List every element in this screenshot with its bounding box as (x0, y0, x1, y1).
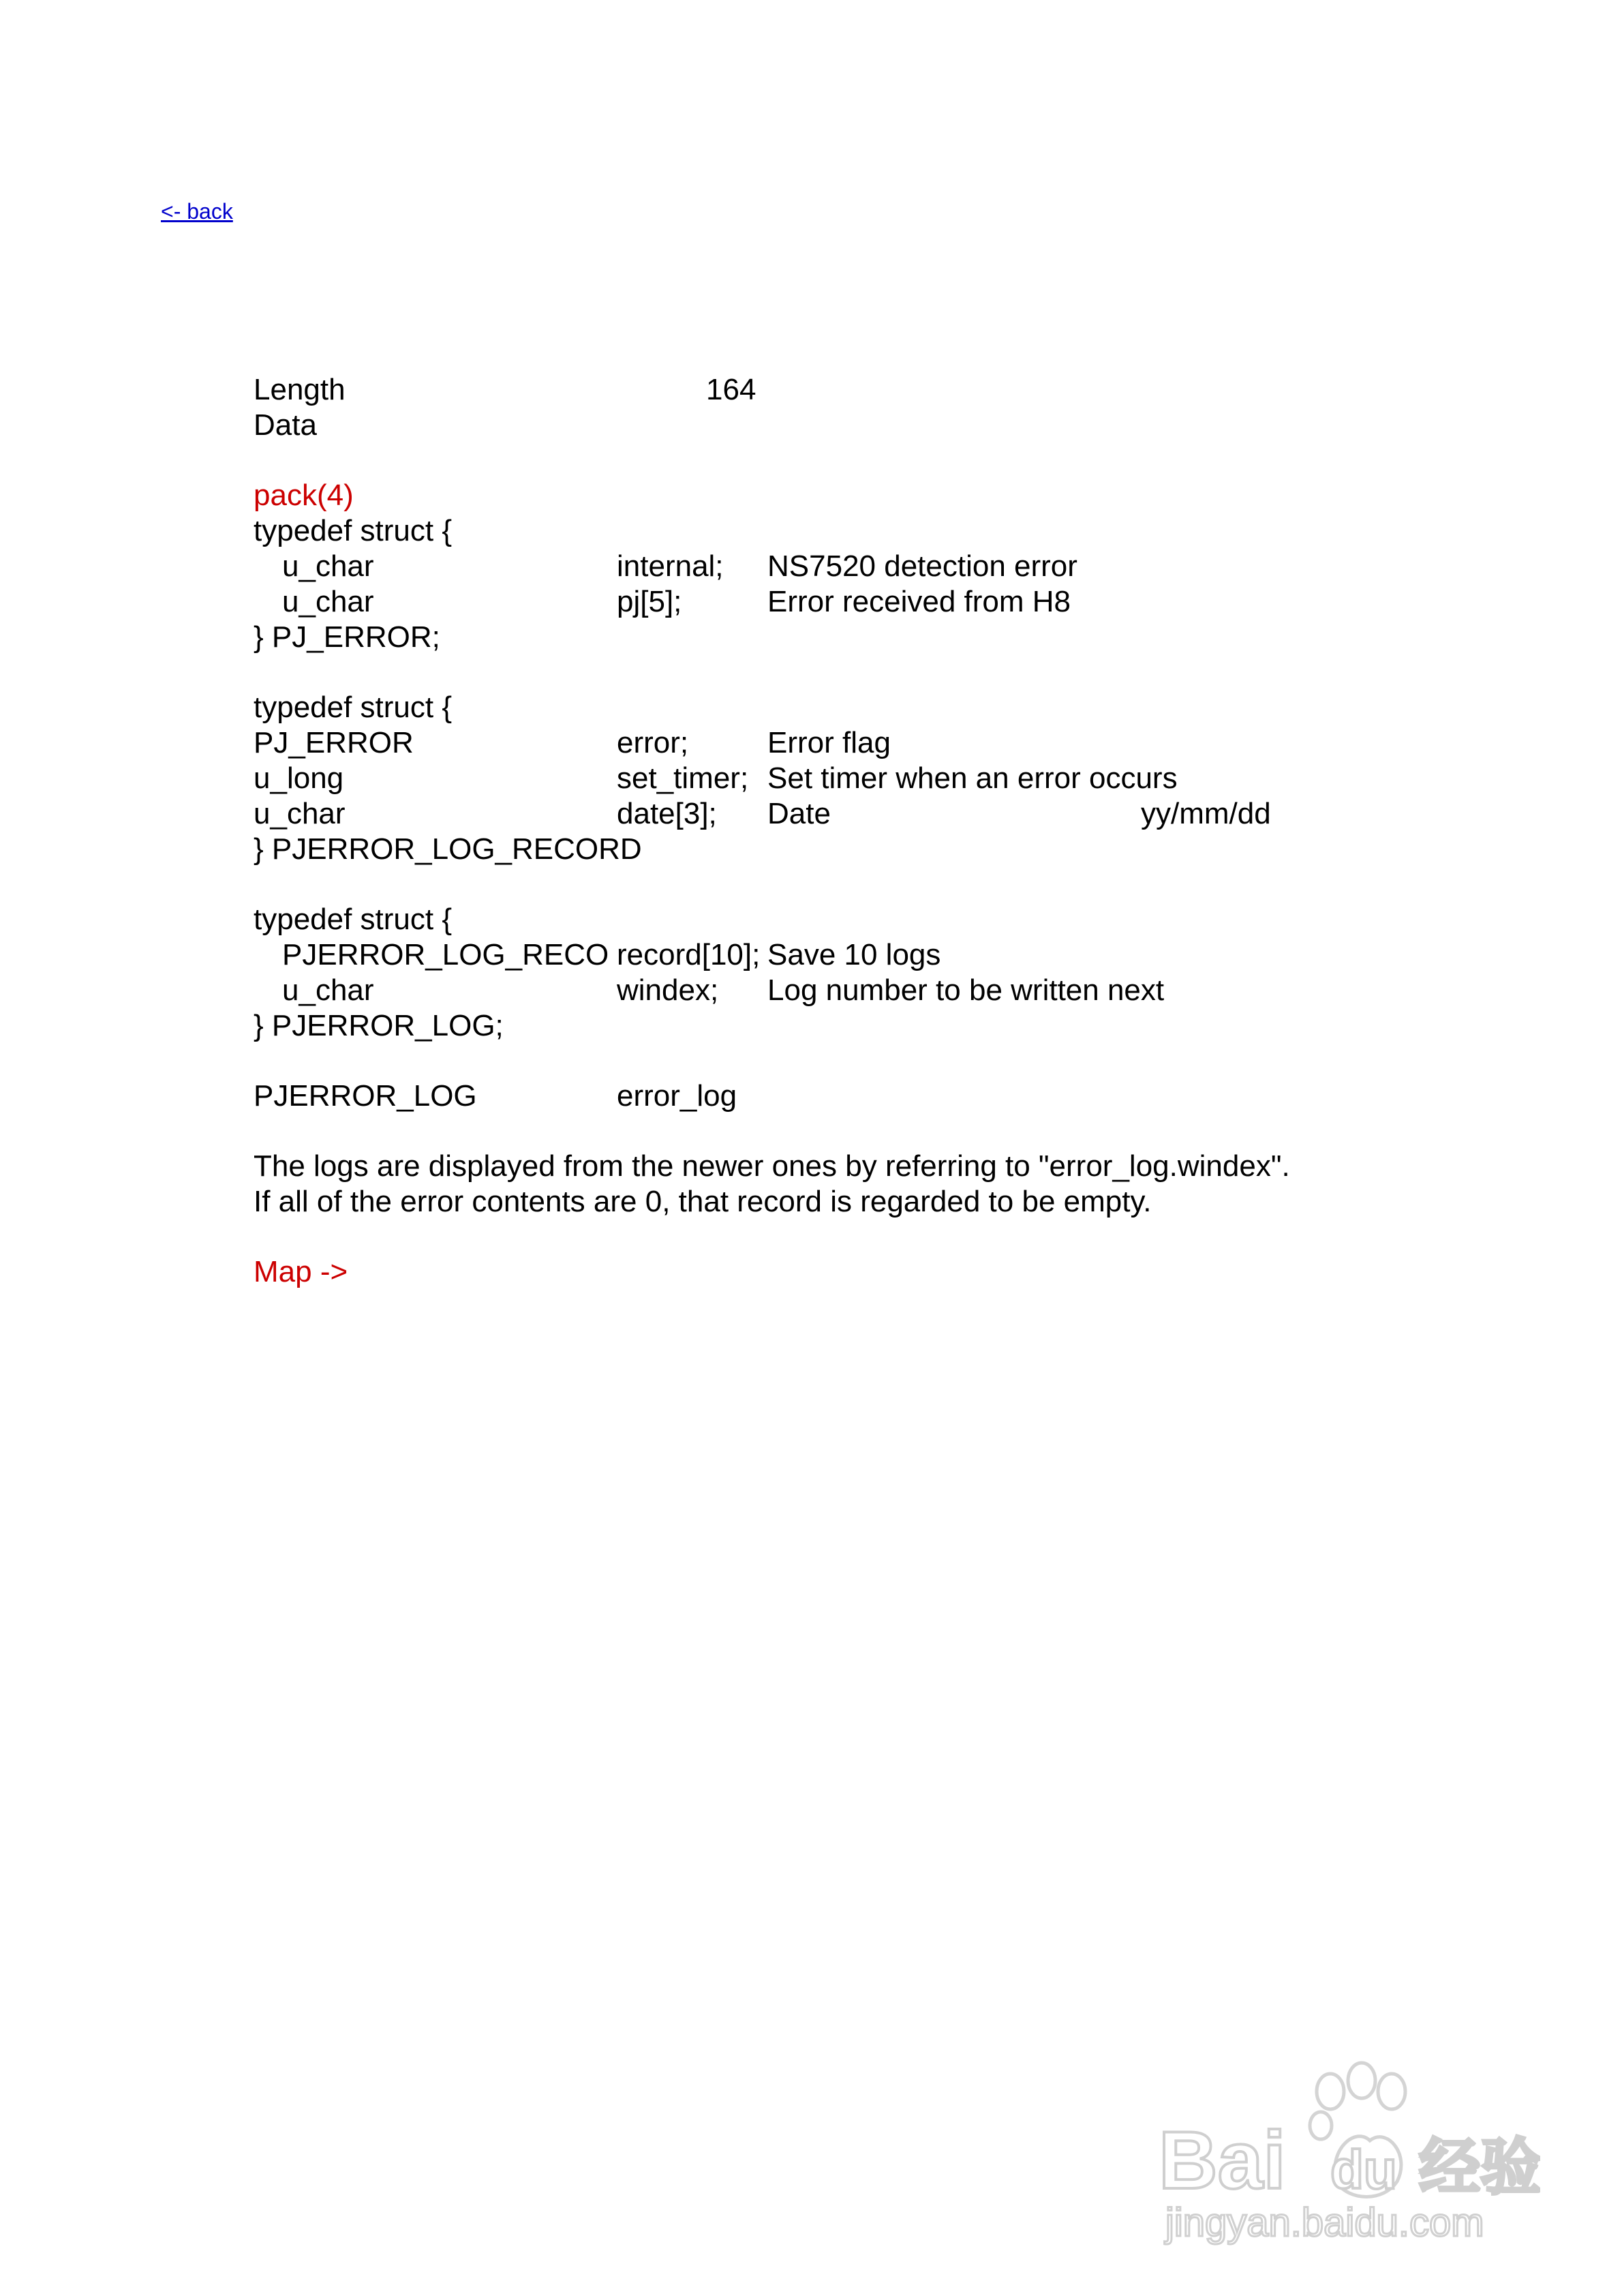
length-label: Length (254, 373, 346, 406)
field-type: u_long (254, 761, 344, 795)
log-open-text: typedef struct { (254, 903, 453, 936)
baidu-watermark-logo (1152, 2052, 1540, 2256)
note-text: If all of the error contents are 0, that record is regarded to be empty. (254, 1185, 1152, 1218)
log-close-text: } PJERROR_LOG; (254, 1009, 504, 1042)
svg-text:jingyan.baidu.com: jingyan.baidu.com (1165, 2201, 1484, 2245)
field-name: windex; (617, 973, 719, 1007)
field-desc: Set timer when an error occurs (767, 761, 1178, 795)
field-desc: NS7520 detection error (767, 549, 1077, 583)
map-link-text[interactable]: Map -> (254, 1255, 348, 1288)
field-type: PJ_ERROR (254, 726, 414, 759)
svg-text:du: du (1330, 2139, 1397, 2200)
declaration-name: error_log (617, 1079, 737, 1113)
field-type: u_char (282, 973, 374, 1007)
pj-error-open-text: typedef struct { (254, 514, 453, 547)
field-desc: Date (767, 797, 831, 830)
svg-text:Bai: Bai (1159, 2115, 1286, 2206)
field-name: internal; (617, 549, 724, 583)
back-link[interactable]: <- back (161, 199, 233, 224)
log-record-close-text: } PJERROR_LOG_RECORD (254, 832, 642, 866)
field-type: u_char (282, 585, 374, 618)
field-name: record[10]; (617, 938, 761, 971)
declaration-type: PJERROR_LOG (254, 1079, 477, 1113)
field-name: pj[5]; (617, 585, 682, 618)
field-desc: Error flag (767, 726, 891, 759)
field-format: yy/mm/dd (1141, 797, 1271, 830)
field-desc: Log number to be written next (767, 973, 1165, 1007)
field-name: set_timer; (617, 761, 749, 795)
field-name: date[3]; (617, 797, 717, 830)
svg-text:经验: 经验 (1419, 2134, 1540, 2202)
field-desc: Error received from H8 (767, 585, 1071, 618)
pj-error-close-text: } PJ_ERROR; (254, 620, 440, 654)
field-type: PJERROR_LOG_RECO (282, 938, 609, 971)
note-text: The logs are displayed from the newer ones by referring to "error_log.windex". (254, 1149, 1290, 1183)
field-desc: Save 10 logs (767, 938, 941, 971)
field-type: u_char (254, 797, 346, 830)
pack-directive-text: pack(4) (254, 479, 354, 512)
field-type: u_char (282, 549, 374, 583)
log-record-open-text: typedef struct { (254, 691, 453, 724)
data-label: Data (254, 408, 317, 442)
length-value: 164 (706, 373, 756, 406)
field-name: error; (617, 726, 689, 759)
paw-logo-icon (1152, 2052, 1540, 2256)
